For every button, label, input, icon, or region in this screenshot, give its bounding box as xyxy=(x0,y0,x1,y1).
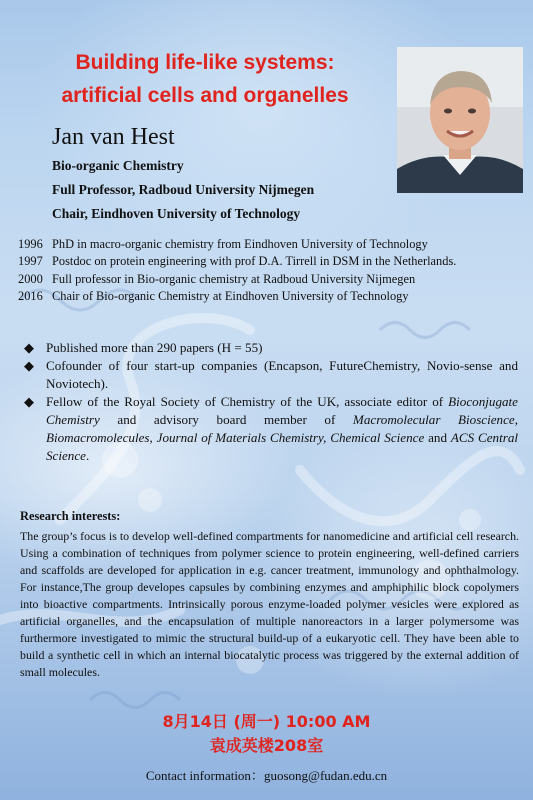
journal-name: Bioconjugate Chemistry xyxy=(46,394,518,427)
speaker-name: Jan van Hest xyxy=(52,124,175,150)
diamond-bullet-icon: ◆ xyxy=(24,358,34,373)
research-interests-heading: Research interests: xyxy=(20,509,121,523)
journal-name: ACS Central Science xyxy=(46,430,519,463)
career-item xyxy=(18,236,523,253)
highlight-text: and advisory board member of xyxy=(99,412,353,427)
contact-label: Contact information： xyxy=(145,768,264,783)
diamond-bullet-icon: ◆ xyxy=(24,340,34,355)
affiliation-department: Bio-organic Chemistry xyxy=(52,158,184,173)
highlight-text: and xyxy=(424,430,451,445)
highlight-item-fellow xyxy=(24,393,518,465)
event-datetime: 8月14日 (周一) 10:00 AM xyxy=(162,712,371,731)
career-year: 2016 xyxy=(18,288,43,303)
affiliation-eindhoven: Chair, Eindhoven University of Technology xyxy=(52,206,301,221)
speaker-portrait-image xyxy=(397,47,523,193)
speaker-affiliations xyxy=(52,154,392,226)
talk-title-line-2: artificial cells and organelles xyxy=(61,83,349,107)
contact-email[interactable]: guosong@fudan.edu.cn xyxy=(263,768,388,783)
highlight-text: Cofounder of four start-up companies (Encapson, FutureChemistry, Novio-sense and Noviotech). xyxy=(46,358,518,391)
affiliation-radboud: Full Professor, Radboud University Nijmegen xyxy=(52,182,315,197)
highlight-text: Published more than 290 papers (H = 55) xyxy=(46,340,263,355)
talk-title-line-1: Building life-like systems: xyxy=(75,51,335,74)
research-interests-body: The group’s focus is to develop well-defined compartments for nanomedicine and artificial cell research. Using a combination of techniques from polymer science to protein engineering, well-defined carriers and scaffolds are developed for application in e.g. cancer treatment, immunology and ophthalmology. For instance,The group developes capsules by combining enzymes and amphiphilic block copolymers into bioactive compartments. Intrinsically porous enzyme-loaded polymer vesicles were explored as artificial organelles, and the encapsulation of multiple nanoreactors in a larger polymersome was furthermore investigated to mimic the structural build-up of a eukaryotic cell. They have been able to build a synthetic cell in which an internal biocatalytic process was triggered by the external addition of small molecules. xyxy=(20,529,519,679)
highlight-text: Fellow of the Royal Society of Chemistry of the UK, associate editor of xyxy=(46,394,449,409)
career-year: 2000 xyxy=(18,271,43,286)
talk-title xyxy=(0,47,410,112)
highlight-item-startups xyxy=(24,357,518,393)
diamond-bullet-icon: ◆ xyxy=(24,394,34,409)
journal-list: Macromolecular Bioscience, Biomacromolecules, Journal of Materials Chemistry, Chemical Science xyxy=(46,412,518,445)
career-text: Postdoc on protein engineering with prof D.A. Tirrell in DSM in the Netherlands. xyxy=(52,254,457,269)
contact-info xyxy=(0,765,533,784)
event-details xyxy=(0,710,533,758)
career-text: Chair of Bio-organic Chemistry at Eindhoven University of Technology xyxy=(52,288,409,303)
career-item xyxy=(18,253,523,270)
career-item xyxy=(18,288,523,305)
career-timeline xyxy=(18,236,523,305)
highlights-list xyxy=(24,339,518,465)
highlight-item-papers xyxy=(24,339,518,357)
career-item xyxy=(18,271,523,288)
event-location: 袁成英楼208室 xyxy=(209,736,324,755)
highlight-text: . xyxy=(85,448,90,463)
career-year: 1996 xyxy=(18,237,43,251)
career-text: Full professor in Bio-organic chemistry at Radboud University Nijmegen xyxy=(52,271,416,286)
career-year: 1997 xyxy=(18,254,43,269)
speaker-photo xyxy=(397,47,523,193)
career-text: PhD in macro-organic chemistry from Eindhoven University of Technology xyxy=(52,237,428,251)
